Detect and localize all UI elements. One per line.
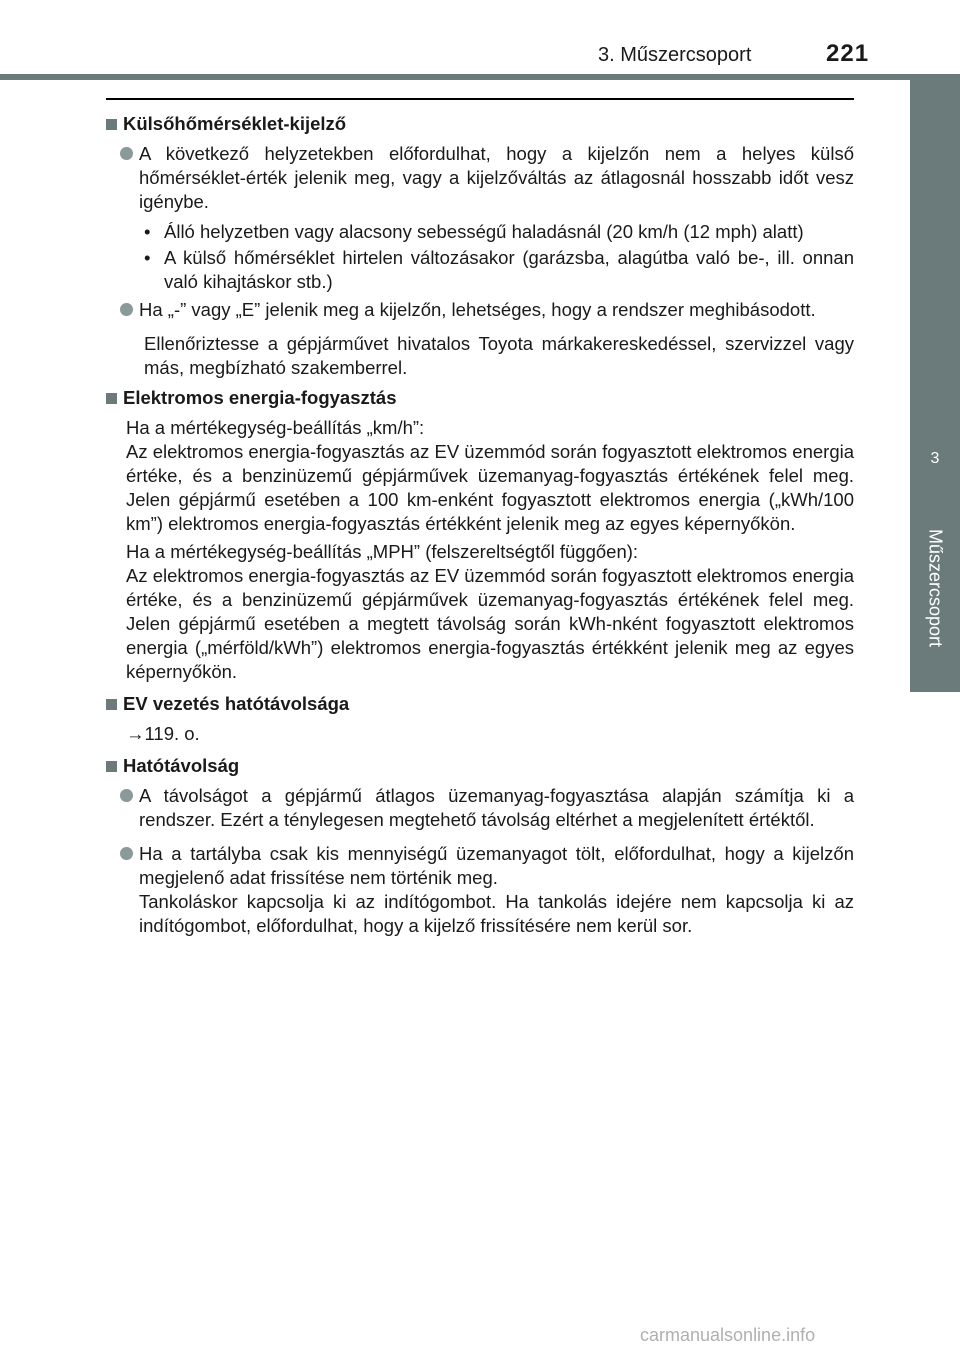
paragraph: Ellenőriztesse a gépjárművet hivatalos Toyota márkakereskedéssel, szervizzel vagy más, megbízható szakemberrel. (144, 333, 854, 378)
sub-list-item: • A külső hőmérséklet hirtelen változásakor (garázsba, alagútba való be-, ill. onnan való kihajtáskor stb.) (144, 247, 854, 292)
top-rule (106, 98, 854, 100)
header-section-title: 3. Műszercsoport (598, 44, 752, 66)
circle-bullet-icon (120, 303, 133, 316)
section-title: Elektromos energia-fogyasztás (123, 387, 397, 408)
square-bullet-icon (106, 761, 117, 772)
paragraph: Ha a mértékegység-beállítás „km/h”: (126, 417, 425, 438)
list-item: Ha „-” vagy „E” jelenik meg a kijelzőn, lehetséges, hogy a rendszer meghibásodott. (120, 298, 854, 322)
section-outside-temp (106, 112, 854, 136)
sub-list-item: • Álló helyzetben vagy alacsony sebességű haladásnál (20 km/h (12 mph) alatt) (144, 221, 804, 242)
square-bullet-icon (106, 699, 117, 710)
paragraph: Az elektromos energia-fogyasztás az EV üzemmód során fogyasztott elektromos energia értéke, és a benzinüzemű gépjárművek üzemanyag-fogyasztás értékének felel meg. Jelen gépjármű esetében a megtett távolság során kWh-nként fogyasztott elektromos energia („mérföld/kWh”) elektromos energia-fogyasztás értékként jelenik meg az egyes képernyőkön. (126, 565, 855, 682)
section-title: Hatótávolság (123, 755, 240, 776)
header-bar (0, 74, 960, 80)
section-energy (106, 386, 854, 410)
paragraph: Az elektromos energia-fogyasztás az EV üzemmód során fogyasztott elektromos energia értéke, és a benzinüzemű gépjárművek üzemanyag-fogyasztás értékének felel meg. Jelen gépjármű esetében a 100 km-enként fogyasztott elektromos energia („kWh/100 km”) elektromos energia-fogyasztás értékként jelenik meg az egyes képernyőkön. (126, 441, 855, 534)
circle-bullet-icon (120, 847, 133, 860)
circle-bullet-icon (120, 789, 133, 802)
list-item: Ha a tartályba csak kis mennyiségű üzemanyagot tölt, előfordulhat, hogy a kijelzőn megjelenő adat frissítése nem történik meg. Tankoláskor kapcsolja ki az indítógombot. Ha tankolás idejére nem kapcsolja ki az indítógombot, előfordulhat, hogy a kijelző frissítésére nem kerül sor. (120, 842, 854, 938)
section-ev-range (106, 692, 854, 716)
watermark: carmanualsonline.info (640, 1325, 816, 1345)
page-content (106, 106, 854, 938)
square-bullet-icon (106, 119, 117, 130)
side-tab-band (910, 80, 960, 428)
chapter-tab: 3 (910, 428, 960, 512)
paragraph: Ha a mértékegység-beállítás „MPH” (felszereltségtől függően): (126, 541, 639, 562)
chapter-label: Műszercsoport (925, 528, 946, 648)
page-number: 221 (826, 40, 870, 67)
section-title: Külsőhőmérséklet-kijelző (123, 113, 347, 134)
list-item: A távolságot a gépjármű átlagos üzemanyag-fogyasztása alapján számítja ki a rendszer. Ezért a ténylegesen megtehető távolság eltérhet a megjelenített értéktől. (120, 784, 854, 832)
page-reference-link[interactable]: →119. o. (126, 723, 200, 744)
list-item: A következő helyzetekben előfordulhat, hogy a kijelzőn nem a helyes külső hőmérséklet-érték jelenik meg, vagy a kijelzőváltás az átlagosnál hosszabb időt vesz igénybe. (120, 142, 854, 214)
section-title: EV vezetés hatótávolsága (123, 693, 350, 714)
square-bullet-icon (106, 393, 117, 404)
section-range (106, 754, 854, 778)
circle-bullet-icon (120, 147, 133, 160)
